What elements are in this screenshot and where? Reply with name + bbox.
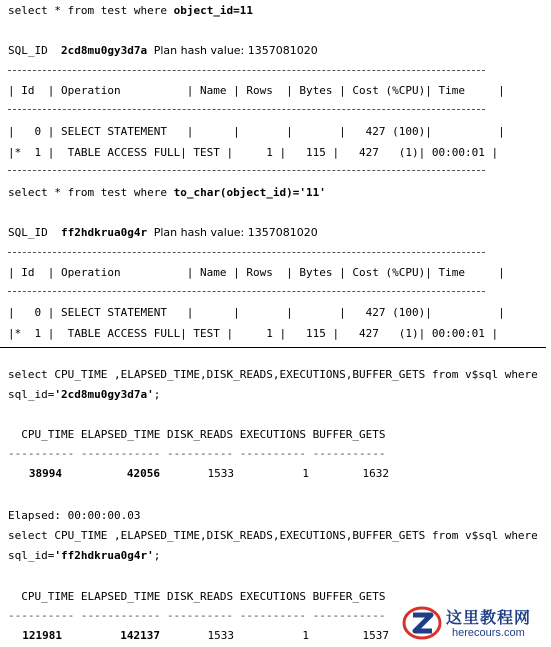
plan-row: |* 1 | TABLE ACCESS FULL| TEST | 1 | 115 | 427 (1)| 00:00:01 | [8,327,499,340]
plan-row: |* 1 | TABLE ACCESS FULL| TEST | 1 | 115 | 427 (1)| 00:00:01 | [8,146,499,159]
stats-query-line: select CPU_TIME ,ELAPSED_TIME,DISK_READS,EXECUTIONS,BUFFER_GETS from v$sql where [8,529,538,542]
watermark-name: 这里教程网 [446,608,532,627]
query-line-1 [8,4,253,18]
section-separator [0,347,546,348]
stats-query-end: ; [153,388,161,401]
z-logo-icon [402,605,442,641]
plan-divider [8,70,485,71]
cpu-time-value: 121981 [22,629,62,642]
disk-reads-value: 1533 [207,467,234,480]
watermark-url: herecours.com [452,627,525,639]
plan-header: | Id | Operation | Name | Rows | Bytes | Cost (%CPU)| Time | [8,84,505,97]
stats-query-line [8,549,160,563]
plan-row: | 0 | SELECT STATEMENT | | | | 427 (100)| | [8,125,505,138]
stats-divider: ---------- ------------ ---------- ---------- ----------- [8,447,386,460]
stats-row [8,467,389,481]
stats-divider: ---------- ------------ ---------- ---------- ----------- [8,609,386,622]
query-text: select * from test where [8,4,174,17]
plan-divider [8,170,485,171]
query-predicate: to_char(object_id)='11' [173,186,326,199]
elapsed-time-value: 42056 [126,467,160,480]
sql-id-label: SQL_ID [8,226,55,239]
query-predicate: object_id=11 [173,4,254,17]
sql-id-value: 2cd8mu0gy3d7a [60,44,148,57]
stats-header: CPU_TIME ELAPSED_TIME DISK_READS EXECUTIONS BUFFER_GETS [8,590,386,603]
stats-query-line [8,388,160,402]
stats-query-text: sql_id= [8,388,55,401]
elapsed-line: Elapsed: 00:00:00.03 [8,509,141,522]
plan-header: | Id | Operation | Name | Rows | Bytes | Cost (%CPU)| Time | [8,266,505,279]
plan-divider [8,291,485,292]
plan-hash: Plan hash value: 1357081020 [153,44,318,57]
query-text: select * from test where [8,186,174,199]
buffer-gets-value: 1537 [362,629,389,642]
sql-id-line-1 [8,44,318,58]
sql-id-label: SQL_ID [8,44,55,57]
stats-sql-id: '2cd8mu0gy3d7a' [54,388,154,401]
elapsed-time-value: 142137 [120,629,160,642]
stats-query-text: sql_id= [8,549,55,562]
query-line-2 [8,186,326,200]
watermark-logo [402,603,547,643]
plan-divider [8,109,485,110]
buffer-gets-value: 1632 [362,467,389,480]
stats-query-line: select CPU_TIME ,ELAPSED_TIME,DISK_READS,EXECUTIONS,BUFFER_GETS from v$sql where [8,368,538,381]
sql-id-line-2 [8,226,318,240]
cpu-time-value: 38994 [28,467,62,480]
plan-hash: Plan hash value: 1357081020 [153,226,318,239]
executions-value: 1 [302,629,309,642]
stats-query-end: ; [153,549,161,562]
executions-value: 1 [302,467,309,480]
plan-divider [8,252,485,253]
disk-reads-value: 1533 [207,629,234,642]
stats-row [8,629,389,643]
stats-sql-id: 'ff2hdkrua0g4r' [54,549,154,562]
plan-row: | 0 | SELECT STATEMENT | | | | 427 (100)| | [8,306,505,319]
stats-header: CPU_TIME ELAPSED_TIME DISK_READS EXECUTIONS BUFFER_GETS [8,428,386,441]
sql-id-value: ff2hdkrua0g4r [60,226,148,239]
